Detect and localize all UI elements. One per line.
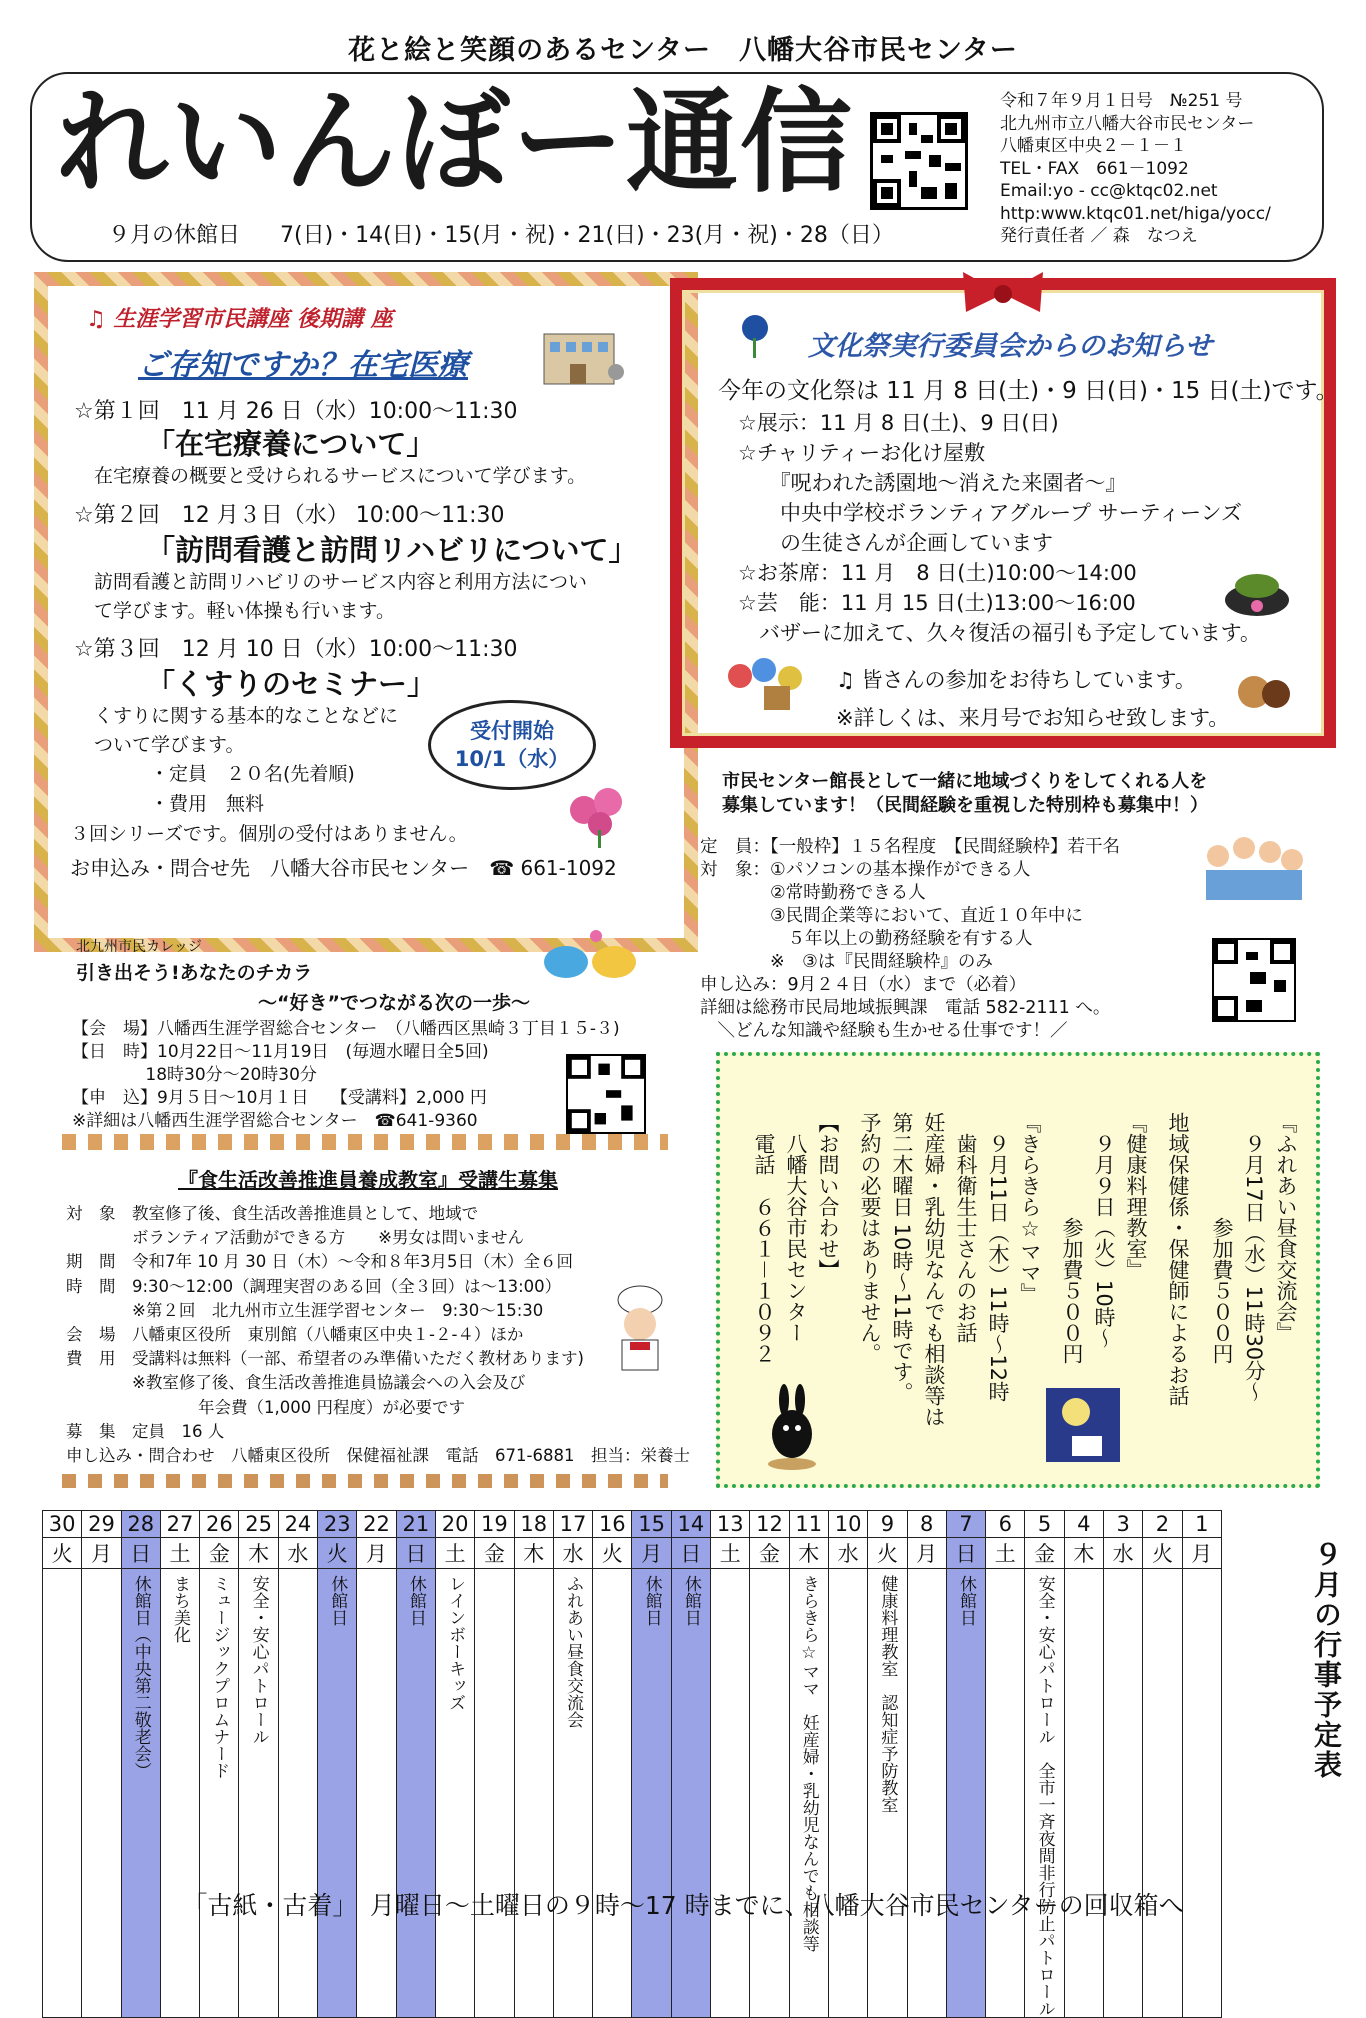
event-col-6: 参加費５００円	[1060, 1112, 1084, 1364]
festival-more-info: ※詳しくは、来月号でお知らせ致します。	[836, 706, 1230, 730]
calendar-event-cell	[1104, 1569, 1143, 2018]
calendar-weekday: 金	[1025, 1538, 1064, 1569]
diet-details: 対 象 教室修了後、食生活改善推進員として、地域で ボランティア活動ができる方 ※男女は問いません 期 間 令和7年 10 月 30 日（木）～令和８年3月5日（木）全６回 時 間 9:30～12:00（調理実習のある回（全３回）は～13:00） ※第２回 北九州市立生涯学習センター 9:30～15:30 会 場 八幡東区役所 東別館（八幡東区中央１-２-４）ほか 費 用 受講料は無料（一部、希望者のみ準備いただく教材あります) ※教室修了後、食生活改善推進員協議会への入会及び 年会費（1,000 円程度）が必要です 募 集 定員 16 人 申し込み・問合わせ 八幡東区役所 保健福祉課 電話 671-6881 担当：栄養士	[66, 1204, 690, 1466]
calendar-date: 29	[82, 1511, 121, 1538]
event-calendar	[42, 1510, 1222, 2018]
calendar-weekday: 土	[435, 1538, 474, 1569]
calendar-event-cell	[593, 1569, 632, 2018]
calendar-weekday: 土	[160, 1538, 199, 1569]
calendar-date: 1	[1182, 1511, 1221, 1538]
session-3-when: ☆第３回 12 月 10 日（水）10:00～11:30	[74, 637, 518, 662]
calendar-event-cell	[318, 1569, 357, 2018]
calendar-date: 10	[828, 1511, 867, 1538]
closed-days: ９月の休館日 7(日)・14(日)・15(月・祝)・21(日)・23(月・祝)・28（日）	[108, 223, 894, 248]
calendar-weekday: 日	[946, 1538, 985, 1569]
event-col-0: 『ふれあい昼食交流会』	[1274, 1112, 1298, 1343]
college-details: 【会 場】八幡西生涯学習総合センター （八幡西区黒崎３丁目１５-３) 【日 時】10月22日～11月19日 (毎週水曜日全5回) 18時30分～20時30分 【申 込】9月５日～10月１日 【受講料】2,000 円 ※詳細は八幡西生涯学習総合センター ☎641-9360	[72, 1019, 620, 1131]
event-col-12: 予約の必要はありません。	[858, 1112, 882, 1364]
calendar-date: 3	[1104, 1511, 1143, 1538]
calendar-event-cell	[553, 1569, 592, 2018]
event-col-4: 『健康料理教室』	[1124, 1112, 1148, 1280]
calendar-weekday: 月	[632, 1538, 671, 1569]
calendar-weekday: 水	[553, 1538, 592, 1569]
calendar-date: 2	[1143, 1511, 1182, 1538]
recycling-notice: 「古紙・古着」 月曜日～土曜日の９時～17 時までに、八幡大谷市民センターの回収箱へ	[182, 1891, 1184, 1920]
calendar-event-cell	[357, 1569, 396, 2018]
calendar-event-text: 休館日	[327, 1575, 348, 1626]
calendar-event-cell	[435, 1569, 474, 2018]
recruit-qr-code-icon	[1212, 938, 1296, 1022]
calendar-event-cell	[82, 1569, 121, 2018]
calendar-date: 25	[239, 1511, 278, 1538]
calendar-weekday: 月	[1182, 1538, 1221, 1569]
ribbon-bow-icon	[958, 268, 1048, 320]
event-col-1: ９月17日（水）11時30分～	[1242, 1112, 1266, 1403]
calendar-event-text: 安全・安心パトロール 全市一斉夜間非行防止パトロール	[1034, 1575, 1055, 2017]
calendar-date: 11	[789, 1511, 828, 1538]
session-1-title: 「在宅療養について」	[146, 427, 436, 461]
calendar-date: 21	[396, 1511, 435, 1538]
college-title: 引き出そう!あなたのチカラ	[76, 962, 313, 984]
calendar-event-text: 休館日（中央第二敬老会）	[130, 1575, 151, 1779]
session-2-title: 「訪問看護と訪問リハビリについて」	[146, 533, 638, 567]
calendar-date: 24	[278, 1511, 317, 1538]
calendar-date: 16	[593, 1511, 632, 1538]
calendar-date: 7	[946, 1511, 985, 1538]
session-1-when: ☆第１回 11 月 26 日（水）10:00～11:30	[74, 399, 518, 424]
calendar-date: 26	[200, 1511, 239, 1538]
calendar-date: 9	[868, 1511, 907, 1538]
rabbit-illustration	[746, 1380, 836, 1472]
calendar-event-cell	[475, 1569, 514, 2018]
diet-title: 『食生活改善推進員養成教室』受講生募集	[178, 1168, 558, 1192]
calendar-event-text: ふれあい昼食交流会	[563, 1575, 583, 1728]
calendar-event-text: まち美化	[170, 1575, 191, 1643]
calendar-event-cell	[789, 1569, 828, 2018]
flower-illustration	[560, 780, 640, 850]
calendar-weekday: 木	[239, 1538, 278, 1569]
calendar-event-text: レインボーキッズ	[445, 1575, 466, 1711]
calendar-title: ９月の行事予定表	[1310, 1540, 1343, 1780]
cookie-icon	[1234, 668, 1294, 716]
calendar-date: 4	[1064, 1511, 1103, 1538]
calendar-event-cell	[1182, 1569, 1221, 2018]
session-2-desc: 訪問看護と訪問リハビリのサービス内容と利用方法につい て学びます。軽い体操も行います。	[94, 571, 588, 622]
bird-icon	[536, 924, 646, 988]
calendar-event-cell	[278, 1569, 317, 2018]
calendar-date: 17	[553, 1511, 592, 1538]
calendar-weekday: 土	[986, 1538, 1025, 1569]
chef-illustration	[600, 1282, 678, 1374]
rose-icon	[730, 310, 780, 360]
calendar-weekday: 月	[357, 1538, 396, 1569]
festival-title: 文化祭実行委員会からのお知らせ	[808, 331, 1213, 362]
calendar-date: 6	[986, 1511, 1025, 1538]
tagline: 花と絵と笑顔のあるセンター 八幡大谷市民センター	[348, 35, 1018, 66]
people-group-illustration	[1200, 826, 1306, 906]
event-col-14: 八幡大谷市民センター	[784, 1112, 808, 1343]
calendar-date: 13	[711, 1511, 750, 1538]
calendar-date: 27	[160, 1511, 199, 1538]
calendar-event-cell	[121, 1569, 160, 2018]
college-qr-code-icon	[566, 1054, 646, 1134]
calendar-weekday: 木	[514, 1538, 553, 1569]
issue-info: 令和７年９月１日号 №251 号 北九州市立八幡大谷市民センター 八幡東区中央２－１－１ TEL・FAX 661－1092 Email:yo - cc@ktqc02.net http:www.ktqc01.net/higa/yocc/ 発行責任者 ／ 森 なつえ	[1000, 91, 1271, 246]
calendar-weekday: 土	[711, 1538, 750, 1569]
calendar-event-cell	[1025, 1569, 1064, 2018]
lecture-series-title: ♫ 生涯学習市民講座 後期講 座	[86, 307, 393, 332]
recruit-heading: 市民センター館長として一緒に地域づくりをしてくれる人を 募集しています！（民間経験を重視した特別枠も募集中！）	[722, 771, 1208, 816]
event-col-10: 妊産婦・乳幼児なんでも相談等は	[922, 1112, 946, 1427]
lecture-contact: お申込み・問合せ先 八幡大谷市民センター ☎ 661-1092	[70, 856, 617, 880]
calendar-weekday: 水	[828, 1538, 867, 1569]
calendar-date: 22	[357, 1511, 396, 1538]
leaf-divider	[62, 1134, 668, 1150]
calendar-event-cell	[632, 1569, 671, 2018]
lecture-capacity: ・定員 ２０名(先着順)	[150, 763, 355, 785]
moon-illustration	[1046, 1388, 1120, 1462]
college-subtitle: ～“好き”でつながる次の一歩～	[258, 992, 530, 1014]
calendar-event-cell	[946, 1569, 985, 2018]
calendar-weekday: 火	[868, 1538, 907, 1569]
college-org: 北九州市民カレッジ	[76, 939, 202, 955]
calendar-date: 14	[671, 1511, 710, 1538]
lecture-subtitle: ご存知ですか？在宅医療	[138, 348, 468, 383]
calendar-event-text: 休館日	[405, 1575, 426, 1626]
calendar-event-cell	[43, 1569, 82, 2018]
calendar-weekday: 木	[1064, 1538, 1103, 1569]
calendar-event-cell	[828, 1569, 867, 2018]
calendar-event-cell	[239, 1569, 278, 2018]
calendar-date: 20	[435, 1511, 474, 1538]
calendar-weekday: 金	[200, 1538, 239, 1569]
festival-invite: ♫ 皆さんの参加をお待ちしています。	[836, 668, 1196, 692]
registration-bubble: 受付開始 10/1（水）	[428, 700, 596, 790]
calendar-event-cell	[868, 1569, 907, 2018]
event-col-11: 第二木曜日 10時～11時です。	[890, 1112, 914, 1404]
calendar-weekday: 日	[121, 1538, 160, 1569]
calendar-weekday: 水	[278, 1538, 317, 1569]
calendar-date: 30	[43, 1511, 82, 1538]
event-col-7: 『きらきら☆ママ』	[1018, 1112, 1042, 1304]
calendar-date: 23	[318, 1511, 357, 1538]
calendar-event-cell	[1143, 1569, 1182, 2018]
calendar-event-text: 休館日	[641, 1575, 662, 1626]
leaf-divider-bottom	[62, 1474, 668, 1488]
calendar-date: 19	[475, 1511, 514, 1538]
calendar-weekday: 水	[1104, 1538, 1143, 1569]
lecture-note: ３回シリーズです。個別の受付はありません。	[70, 823, 468, 845]
calendar-date: 5	[1025, 1511, 1064, 1538]
event-col-13: 【お問い合わせ】	[816, 1112, 840, 1280]
calendar-weekday: 金	[475, 1538, 514, 1569]
calendar-event-cell	[200, 1569, 239, 2018]
event-col-9: 歯科衛生士さんのお話	[954, 1112, 978, 1343]
session-1-desc: 在宅療養の概要と受けられるサービスについて学びます。	[94, 465, 587, 487]
event-col-15: 電話 ６６１－１０９２	[752, 1112, 776, 1364]
calendar-event-text: 休館日	[680, 1575, 701, 1626]
event-col-5: ９月９日（火）10時～	[1092, 1112, 1116, 1349]
calendar-date: 15	[632, 1511, 671, 1538]
calendar-event-text: 健康料理教室 認知症予防教室	[877, 1575, 898, 1813]
calendar-event-text: ミュージックプロムナード	[209, 1575, 230, 1779]
calendar-weekday: 火	[593, 1538, 632, 1569]
calendar-date: 8	[907, 1511, 946, 1538]
calendar-event-cell	[986, 1569, 1025, 2018]
calendar-weekday: 金	[750, 1538, 789, 1569]
event-col-8: ９月11日（木）11時～12時	[986, 1112, 1010, 1403]
calendar-event-cell	[671, 1569, 710, 2018]
calendar-event-cell	[160, 1569, 199, 2018]
building-illustration	[540, 320, 626, 392]
recruit-details: 定 員：【一般枠】１５名程度 【民間経験枠】若干名 対 象：①パソコンの基本操作ができる人 ②常時勤務できる人 ③民間企業等において、直近１０年中に ５年以上の勤務経験を有する人 ※ ③は『民間経験枠』のみ 申し込み：9月２４日（水）まで（必着） 詳細は総務市民局地域振興課 電話 582-2111 へ。 ＼どんな知識や経験も生かせる仕事です！／	[700, 837, 1120, 1041]
calendar-event-cell	[711, 1569, 750, 2018]
calendar-weekday: 月	[907, 1538, 946, 1569]
newsletter-title: れいんぼー通信	[56, 78, 854, 208]
calendar-event-text: 休館日	[955, 1575, 976, 1626]
calendar-event-cell	[396, 1569, 435, 2018]
calendar-date: 28	[121, 1511, 160, 1538]
calendar-weekday: 日	[396, 1538, 435, 1569]
calendar-event-text: きらきら☆ママ 妊産婦・乳幼児なんでも相談等	[798, 1575, 819, 1952]
calendar-event-cell	[750, 1569, 789, 2018]
session-2-when: ☆第２回 12 月３日（水） 10:00～11:30	[74, 503, 505, 528]
calendar-event-cell	[907, 1569, 946, 2018]
calendar-weekday: 月	[82, 1538, 121, 1569]
event-col-2: 参加費５００円	[1210, 1112, 1234, 1364]
tea-bowl-icon	[1222, 560, 1292, 620]
festival-lead: 今年の文化祭は 11 月 8 日(土)・9 日(日)・15 日(土)です。	[718, 378, 1339, 404]
calendar-event-cell	[1064, 1569, 1103, 2018]
calendar-weekday: 火	[318, 1538, 357, 1569]
event-col-3: 地域保健係・保健師によるお話	[1166, 1112, 1190, 1406]
balloon-icon	[720, 656, 820, 714]
session-3-desc: くすりに関する基本的なことなどに ついて学びます。	[94, 705, 399, 756]
calendar-weekday: 火	[43, 1538, 82, 1569]
calendar-date: 12	[750, 1511, 789, 1538]
calendar-event-cell	[514, 1569, 553, 2018]
calendar-weekday: 日	[671, 1538, 710, 1569]
calendar-weekday: 火	[1143, 1538, 1182, 1569]
calendar-date: 18	[514, 1511, 553, 1538]
lecture-fee: ・費用 無料	[150, 793, 265, 815]
festival-details: ☆展示：11 月 8 日(土)、9 日(日) ☆チャリティーお化け屋敷 『呪われた誘園地～消えた来園者～』 中央中学校ボランティアグループ サーティーンズ の生徒さんが企画しています ☆お茶席：11 月 8 日(土)10:00～14:00 ☆芸 能：11 月 15 日(土)13:00～16:00 バザーに加えて、久々復活の福引も予定しています。	[738, 411, 1261, 645]
qr-code-icon	[870, 112, 968, 210]
session-3-title: 「くすりのセミナー」	[146, 667, 437, 701]
calendar-weekday: 木	[789, 1538, 828, 1569]
calendar-event-text: 安全・安心パトロール	[248, 1575, 269, 1745]
